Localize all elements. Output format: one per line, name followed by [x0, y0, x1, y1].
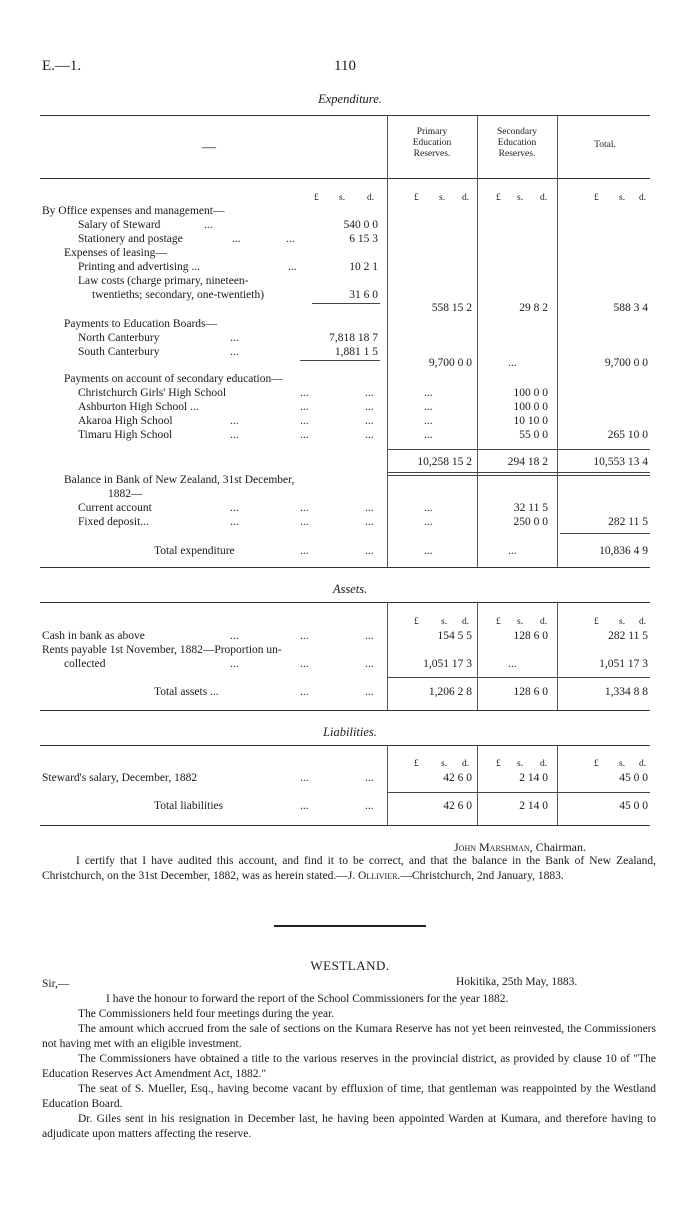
- leader-dots: ...: [365, 630, 374, 642]
- ashburton-school-label: Ashburton High School ...: [78, 401, 199, 413]
- leader-dots: ...: [365, 502, 374, 514]
- column-divider-3: [557, 745, 558, 825]
- unit-shilling: s.: [619, 759, 626, 769]
- subtotal-rule-bottom: [388, 472, 650, 473]
- leader-dots: ...: [365, 401, 374, 413]
- fixed-deposit-label: Fixed deposit...: [78, 516, 149, 528]
- total-expenditure-amount: 10,836 4 9: [599, 545, 648, 557]
- description-dash: —: [202, 140, 216, 155]
- leader-dots: ...: [230, 502, 239, 514]
- unit-pence: d.: [462, 193, 470, 203]
- leader-dots: ...: [365, 772, 374, 784]
- letter-paragraph: Dr. Giles sent in his resignation in December last, he having been appointed Warden at Kumara, and therefore having to adjudicate upon matters affecting the reserve.: [42, 1113, 656, 1140]
- leader-dots: ...: [424, 545, 433, 557]
- leader-dots: ...: [300, 686, 309, 698]
- liabilities-top-rule: [40, 745, 650, 746]
- unit-shilling: s.: [517, 759, 524, 769]
- chairman-signature: John Marshman, Chairman.: [454, 840, 587, 854]
- rents-payable-line1: Rents payable 1st November, 1882—Proportion un-: [42, 644, 282, 656]
- leader-dots: ...: [300, 630, 309, 642]
- letter-paragraph: The seat of S. Mueller, Esq., having become vacant by effluxion of time, that gentleman was reappointed by the Westland Education Board.: [42, 1083, 656, 1110]
- boards-total: 9,700 0 0: [604, 357, 648, 369]
- law-costs-line1: Law costs (charge primary, nineteen-: [78, 275, 249, 287]
- unit-pence: d.: [540, 759, 548, 769]
- total-column-header: Total.: [594, 140, 616, 150]
- salutation: Sir,—: [42, 978, 70, 990]
- leader-dots: ...: [424, 415, 433, 427]
- stationery-label: Stationery and postage: [78, 233, 183, 245]
- secondary-education-total: 265 10 0: [607, 429, 648, 441]
- leader-dots: ...: [508, 545, 517, 557]
- law-costs-amount: 31 6 0: [349, 289, 378, 301]
- north-canterbury-amount: 7,818 18 7: [329, 332, 378, 344]
- unit-shilling: s.: [439, 193, 446, 203]
- boards-primary-total: 9,700 0 0: [428, 357, 472, 369]
- total-liabilities-primary: 42 6 0: [443, 800, 472, 812]
- balance-total: 282 11 5: [608, 516, 648, 528]
- leader-dots: ...: [300, 516, 309, 528]
- leader-dots: ...: [424, 502, 433, 514]
- unit-pound: £: [496, 759, 501, 769]
- liabilities-total-rule: [388, 792, 650, 793]
- report-code: E.—1.: [42, 58, 82, 74]
- table-top-rule: [40, 115, 650, 116]
- subtotal-secondary: 294 18 2: [507, 456, 548, 468]
- steward-salary-label: Steward's salary, December, 1882: [42, 772, 198, 784]
- letter-paragraph: I have the honour to forward the report of the School Commissioners for the year 1882.: [106, 993, 509, 1005]
- section-divider: [274, 925, 426, 927]
- subtotal-rule: [300, 360, 380, 361]
- leader-dots: ...: [230, 332, 239, 344]
- primary-column-header: Primary Education Reserves.: [412, 127, 452, 159]
- unit-shilling: s.: [441, 617, 448, 627]
- steward-salary-secondary: 2 14 0: [519, 772, 548, 784]
- christchurch-school-amount: 100 0 0: [513, 387, 548, 399]
- unit-shilling: s.: [339, 193, 346, 203]
- unit-pence: d.: [367, 193, 375, 203]
- timaru-school-label: Timaru High School: [78, 429, 173, 441]
- boards-secondary-total: ...: [508, 357, 517, 369]
- leader-dots: ...: [204, 219, 213, 231]
- page-number: 110: [334, 58, 356, 74]
- boards-heading: Payments to Education Boards—: [64, 318, 217, 330]
- leader-dots: ...: [230, 429, 239, 441]
- total-assets-secondary: 128 6 0: [513, 686, 548, 698]
- total-assets-label: Total assets ...: [154, 686, 219, 698]
- leader-dots: ...: [300, 658, 309, 670]
- christchurch-school-label: Christchurch Girls' High School: [78, 387, 227, 399]
- assets-bottom-rule: [40, 710, 650, 711]
- south-canterbury-amount: 1,881 1 5: [334, 346, 378, 358]
- unit-pence: d.: [639, 617, 647, 627]
- leader-dots: ...: [230, 346, 239, 358]
- akaroa-school-amount: 10 10 0: [513, 415, 548, 427]
- leader-dots: ...: [424, 429, 433, 441]
- unit-pence: d.: [540, 193, 548, 203]
- leader-dots: ...: [288, 261, 297, 273]
- leader-dots: ...: [365, 800, 374, 812]
- letter-paragraph: The amount which accrued from the sale of sections on the Kumara Reserve has not yet been reinvested, the Commissioners not having met with an eligible investment.: [42, 1023, 656, 1050]
- unit-pound: £: [594, 759, 599, 769]
- total-liabilities-label: Total liabilities: [154, 800, 224, 812]
- total-rule: [560, 533, 650, 534]
- salary-label: Salary of Steward: [78, 219, 161, 231]
- liabilities-title: Liabilities.: [323, 725, 377, 739]
- expenditure-title: Expenditure.: [318, 92, 382, 106]
- unit-pence: d.: [639, 759, 647, 769]
- unit-pound: £: [496, 193, 501, 203]
- leader-dots: ...: [300, 401, 309, 413]
- leader-dots: ...: [230, 630, 239, 642]
- leader-dots: ...: [424, 516, 433, 528]
- cash-total: 282 11 5: [608, 630, 648, 642]
- assets-title: Assets.: [332, 582, 368, 596]
- subtotal-rule-bottom: [388, 475, 650, 476]
- cash-primary: 154 5 5: [437, 630, 472, 642]
- column-divider-1: [387, 115, 388, 567]
- salary-amount: 540 0 0: [343, 219, 378, 231]
- unit-pence: d.: [462, 759, 470, 769]
- assets-top-rule: [40, 602, 650, 603]
- column-divider-2: [477, 602, 478, 710]
- column-divider-1: [387, 602, 388, 710]
- letter-date: Hokitika, 25th May, 1883.: [456, 976, 578, 988]
- leader-dots: ...: [365, 545, 374, 557]
- leader-dots: ...: [365, 658, 374, 670]
- total-assets-total: 1,334 8 8: [604, 686, 648, 698]
- office-total: 588 3 4: [613, 302, 648, 314]
- office-primary-total: 558 15 2: [431, 302, 472, 314]
- column-divider-3: [557, 602, 558, 710]
- unit-pence: d.: [462, 617, 470, 627]
- liabilities-bottom-rule: [40, 825, 650, 826]
- unit-pound: £: [314, 193, 319, 203]
- leader-dots: ...: [300, 545, 309, 557]
- unit-shilling: s.: [517, 617, 524, 627]
- unit-pound: £: [496, 617, 501, 627]
- office-expenses-heading: By Office expenses and management—: [42, 205, 225, 217]
- rents-secondary: ...: [508, 658, 517, 670]
- leader-dots: ...: [232, 233, 241, 245]
- leader-dots: ...: [300, 429, 309, 441]
- unit-pound: £: [414, 617, 419, 627]
- total-liabilities-secondary: 2 14 0: [519, 800, 548, 812]
- column-divider-2: [477, 745, 478, 825]
- leader-dots: ...: [300, 387, 309, 399]
- unit-pound: £: [594, 617, 599, 627]
- unit-shilling: s.: [441, 759, 448, 769]
- leader-dots: ...: [365, 516, 374, 528]
- cash-secondary: 128 6 0: [513, 630, 548, 642]
- westland-title: WESTLAND.: [310, 958, 390, 973]
- leader-dots: ...: [300, 502, 309, 514]
- subtotal-rule: [312, 303, 380, 304]
- unit-pence: d.: [540, 617, 548, 627]
- secondary-education-heading: Payments on account of secondary education—: [64, 373, 283, 385]
- leader-dots: ...: [300, 772, 309, 784]
- fixed-deposit-amount: 250 0 0: [513, 516, 548, 528]
- unit-pence: d.: [639, 193, 647, 203]
- subtotal-total: 10,553 13 4: [593, 456, 648, 468]
- balance-heading-line2: 1882—: [108, 488, 143, 500]
- leader-dots: ...: [300, 415, 309, 427]
- column-divider-2: [477, 115, 478, 567]
- rents-payable-line2: collected: [64, 658, 106, 670]
- subtotal-primary: 10,258 15 2: [417, 456, 472, 468]
- north-canterbury-label: North Canterbury: [78, 332, 160, 344]
- stationery-amount: 6 15 3: [349, 233, 378, 245]
- office-secondary-total: 29 8 2: [519, 302, 548, 314]
- steward-salary-primary: 42 6 0: [443, 772, 472, 784]
- total-liabilities-total: 45 0 0: [619, 800, 648, 812]
- current-account-label: Current account: [78, 502, 152, 514]
- unit-shilling: s.: [619, 617, 626, 627]
- expenditure-bottom-rule: [40, 567, 650, 568]
- unit-shilling: s.: [517, 193, 524, 203]
- secondary-column-header: Secondary Education Reserves.: [496, 127, 538, 159]
- akaroa-school-label: Akaroa High School: [78, 415, 173, 427]
- leader-dots: ...: [286, 233, 295, 245]
- rents-total: 1,051 17 3: [599, 658, 648, 670]
- steward-salary-total: 45 0 0: [619, 772, 648, 784]
- leader-dots: ...: [424, 387, 433, 399]
- audit-certificate: I certify that I have audited this account, and find it to be correct, and that the balance in the Bank of New Zealand, Christchurch, on the 31st December, 1882, was as herein stated.—J. Ollivier.—Christchurch, 2nd January, 1883.: [42, 855, 656, 882]
- assets-total-rule: [388, 677, 650, 678]
- unit-pound: £: [414, 193, 419, 203]
- leader-dots: ...: [424, 401, 433, 413]
- current-account-amount: 32 11 5: [513, 502, 548, 514]
- law-costs-line2: twentieths; secondary, one-twentieth): [92, 289, 265, 301]
- leader-dots: ...: [365, 686, 374, 698]
- unit-shilling: s.: [619, 193, 626, 203]
- header-bottom-rule: [40, 178, 650, 179]
- unit-pound: £: [594, 193, 599, 203]
- leader-dots: ...: [230, 516, 239, 528]
- timaru-school-amount: 55 0 0: [519, 429, 548, 441]
- total-expenditure-label: Total expenditure: [154, 545, 235, 557]
- letter-paragraph: The Commissioners held four meetings during the year.: [78, 1008, 335, 1020]
- subtotal-rule-top: [388, 449, 650, 450]
- leader-dots: ...: [365, 429, 374, 441]
- leader-dots: ...: [230, 658, 239, 670]
- south-canterbury-label: South Canterbury: [78, 346, 160, 358]
- leader-dots: ...: [365, 387, 374, 399]
- balance-heading-line1: Balance in Bank of New Zealand, 31st December,: [64, 474, 295, 486]
- letter-paragraph: The Commissioners have obtained a title to the various reserves in the provincial district, as provided by clause 10 of "The Education Reserves Act Amendment Act, 1882.": [42, 1053, 656, 1080]
- unit-pound: £: [414, 759, 419, 769]
- column-divider-3: [557, 115, 558, 567]
- column-divider-1: [387, 745, 388, 825]
- ashburton-school-amount: 100 0 0: [513, 401, 548, 413]
- leader-dots: ...: [230, 415, 239, 427]
- printing-label: Printing and advertising ...: [78, 261, 201, 273]
- leader-dots: ...: [365, 415, 374, 427]
- leader-dots: ...: [300, 800, 309, 812]
- total-assets-primary: 1,206 2 8: [428, 686, 472, 698]
- printing-amount: 10 2 1: [349, 261, 378, 273]
- leasing-heading: Expenses of leasing—: [64, 247, 167, 259]
- cash-in-bank-label: Cash in bank as above: [42, 630, 145, 642]
- rents-primary: 1,051 17 3: [423, 658, 472, 670]
